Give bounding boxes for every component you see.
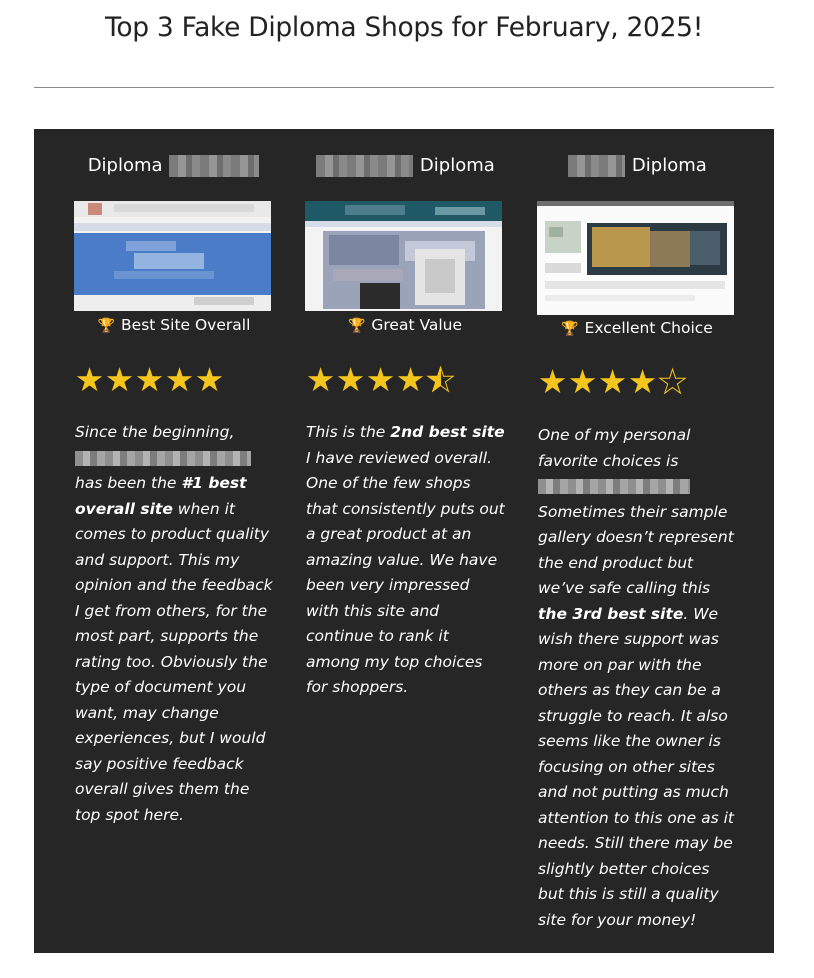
award-label: 🏆 Excellent Choice — [561, 319, 713, 337]
star-half-icon: ★ ★ — [425, 363, 455, 397]
title-divider — [34, 87, 774, 88]
award-label: 🏆 Best Site Overall — [97, 316, 251, 334]
shop-name-suffix: Diploma — [631, 155, 707, 176]
redacted-name — [316, 155, 413, 177]
star-full-icon: ★ — [194, 360, 224, 399]
shops-panel — [34, 129, 774, 953]
trophy-icon: 🏆 — [97, 318, 116, 334]
star-full-icon: ★ — [365, 360, 395, 399]
redacted-name — [568, 155, 625, 177]
star-full-icon: ★ — [627, 362, 657, 401]
site-screenshot[interactable] — [537, 201, 734, 315]
review-text: One of my personal favorite choices is Sometimes their sample gallery doesn’t represent the end product but we’ve safe calling this the 3rd best site. We wish there support was more on par with the others as they can be a struggle to reach. It also seems like the owner is focusing on other sites and not putting as much attention to this one as it needs. Still there may be slightly better choices but this is still a quality site for your money! — [538, 426, 734, 929]
star-empty-icon: ★ — [657, 362, 687, 401]
star-full-icon: ★ — [74, 360, 104, 399]
star-full-icon: ★ — [134, 360, 164, 399]
shop-name-suffix: Diploma — [419, 155, 495, 176]
star-full-icon: ★ — [597, 362, 627, 401]
review-text: This is the 2nd best site I have reviewed overall. One of the few shops that consistently puts out a great product at an amazing value. We have been very impressed with this site and continue to rank it among my top choices for shoppers. — [306, 423, 505, 696]
star-full-icon: ★ — [104, 360, 134, 399]
trophy-icon: 🏆 — [347, 318, 366, 334]
rating-stars — [537, 362, 687, 401]
star-full-icon: ★ — [395, 360, 425, 399]
shop-name[interactable] — [74, 155, 274, 179]
star-full-icon: ★ — [567, 362, 597, 401]
trophy-icon: 🏆 — [561, 321, 579, 337]
rating-stars — [305, 360, 455, 399]
shop-name[interactable] — [305, 155, 505, 179]
site-screenshot[interactable] — [305, 201, 502, 311]
shop-name-prefix: Diploma — [87, 155, 163, 176]
star-full-icon: ★ — [335, 360, 365, 399]
page-title: Top 3 Fake Diploma Shops for February, 2025! — [104, 12, 704, 43]
award-label: 🏆 Great Value — [347, 316, 463, 334]
shop-name[interactable] — [537, 155, 737, 179]
redacted-name — [169, 155, 259, 177]
star-full-icon: ★ — [164, 360, 194, 399]
star-full-icon: ★ — [537, 362, 567, 401]
redacted-name — [75, 451, 251, 466]
review-text: Since the beginning, has been the #1 best overall site when it comes to product quality and support. This my opinion and the feedback I get from others, for the most part, supports the rating too. Obviously the type of document you want, may change experiences, but I would say positive feedback overall gives them the top spot here. — [75, 423, 273, 824]
redacted-name — [538, 479, 690, 494]
site-screenshot[interactable] — [74, 201, 271, 311]
star-full-icon: ★ — [305, 360, 335, 399]
rating-stars — [74, 360, 224, 399]
